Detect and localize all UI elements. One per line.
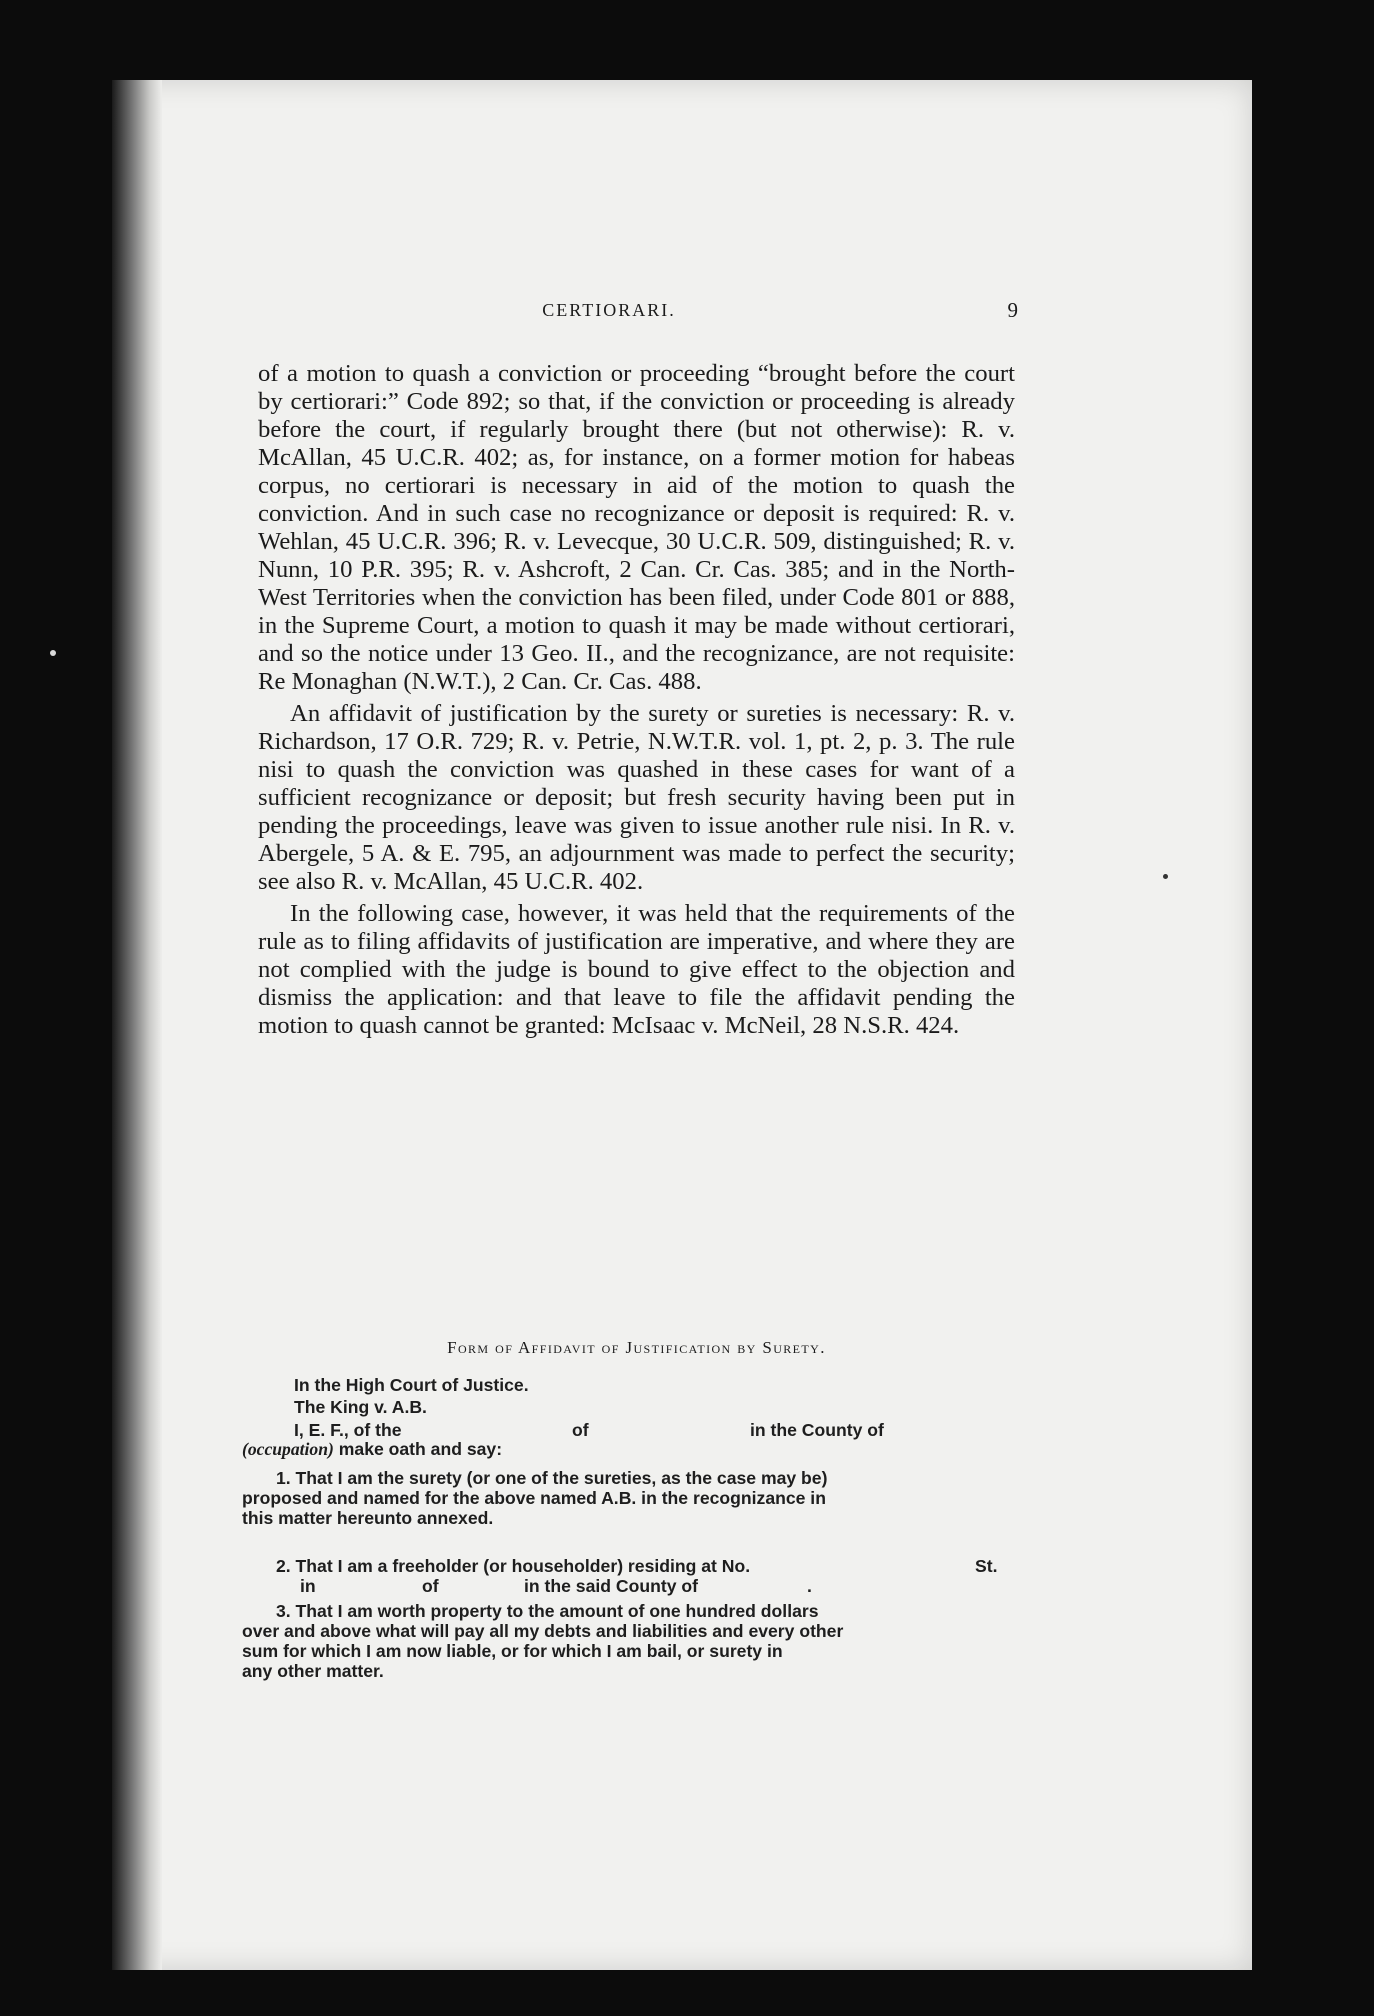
form-deponent-county: in the County of <box>750 1420 884 1440</box>
paragraph-1: of a motion to quash a conviction or proceeding “brought before the court by certiorari:” Code 892; so that, if the conviction or proceeding is already before the court, if regularly brought there (but not otherwise): R. v. McAllan, 45 U.C.R. 402; as, for instance, on a former motion for habeas corpus, no certiorari is necessary in aid of the motion to quash the conviction. And in such case no recognizance or deposit is required: R. v. Wehlan, 45 U.C.R. 396; R. v. Levecque, 30 U.C.R. 509, distinguished; R. v. Nunn, 10 P.R. 395; R. v. Ashcroft, 2 Can. Cr. Cas. 385; and in the North-West Territories when the conviction has been filed, under Code 801 or 888, in the Supreme Court, a motion to quash it may be made without certiorari, and so the notice under 13 Geo. II., and the recognizance, are not requisite: Re Monaghan (N.W.T.), 2 Can. Cr. Cas. 488. <box>258 360 1015 695</box>
form-deponent-of: of <box>572 1420 589 1440</box>
page-number: 9 <box>1007 298 1018 322</box>
form-item-2-county: in the said County of <box>524 1576 698 1596</box>
form-item-2-st: St. <box>975 1556 998 1576</box>
form-heading: Form of Affidavit of Justification by Surety. <box>447 1338 826 1357</box>
form-item-2-of: of <box>422 1576 439 1596</box>
form-case: The King v. A.B. <box>294 1397 427 1417</box>
paragraph-2: An affidavit of justification by the surety or sureties is necessary: R. v. Richardson, 17 O.R. 729; R. v. Petrie, N.W.T.R. vol. 1, pt. 2, p. 3. The rule nisi to quash the conviction was quashed in these cases for want of a sufficient recognizance or deposit; but fresh security having been put in pending the proceedings, leave was given to issue another rule nisi. In R. v. Abergele, 5 A. & E. 795, an adjournment was made to perfect the security; see also R. v. McAllan, 45 U.C.R. 402. <box>258 700 1015 895</box>
book-spine-shadow <box>112 80 162 1970</box>
form-item-2: 2. That I am a freeholder (or householder) residing at No. <box>276 1556 751 1576</box>
form-deponent: I, E. F., of the <box>294 1420 402 1440</box>
scan-speck <box>1163 874 1168 879</box>
running-title: CERTIORARI. <box>542 300 676 320</box>
form-court: In the High Court of Justice. <box>294 1375 529 1395</box>
body-text <box>258 360 1015 1040</box>
form-item-1: 1. That I am the surety (or one of the sureties, as the case may be) proposed and named for the above named A.B. in the recognizance in this matter hereunto annexed. <box>242 1468 828 1528</box>
running-head <box>200 300 1018 330</box>
form-item-2-in: in <box>300 1576 316 1596</box>
paragraph-3: In the following case, however, it was held that the requirements of the rule as to filing affidavits of justification are imperative, and where they are not complied with the judge is bound to give effect to the objection and dismiss the application: and that leave to file the affidavit pending the motion to quash cannot be granted: McIsaac v. McNeil, 28 N.S.R. 424. <box>258 900 1015 1039</box>
form-occupation: (occupation) <box>242 1439 334 1459</box>
scan-speck <box>50 650 56 656</box>
form-item-2-end: . <box>807 1576 812 1596</box>
form-item-3: 3. That I am worth property to the amount of one hundred dollars over and above what will pay all my debts and liabilities and every other sum for which I am now liable, or for which I am bail, or surety in any other matter. <box>242 1601 844 1681</box>
form-oath: make oath and say: <box>338 1439 503 1459</box>
